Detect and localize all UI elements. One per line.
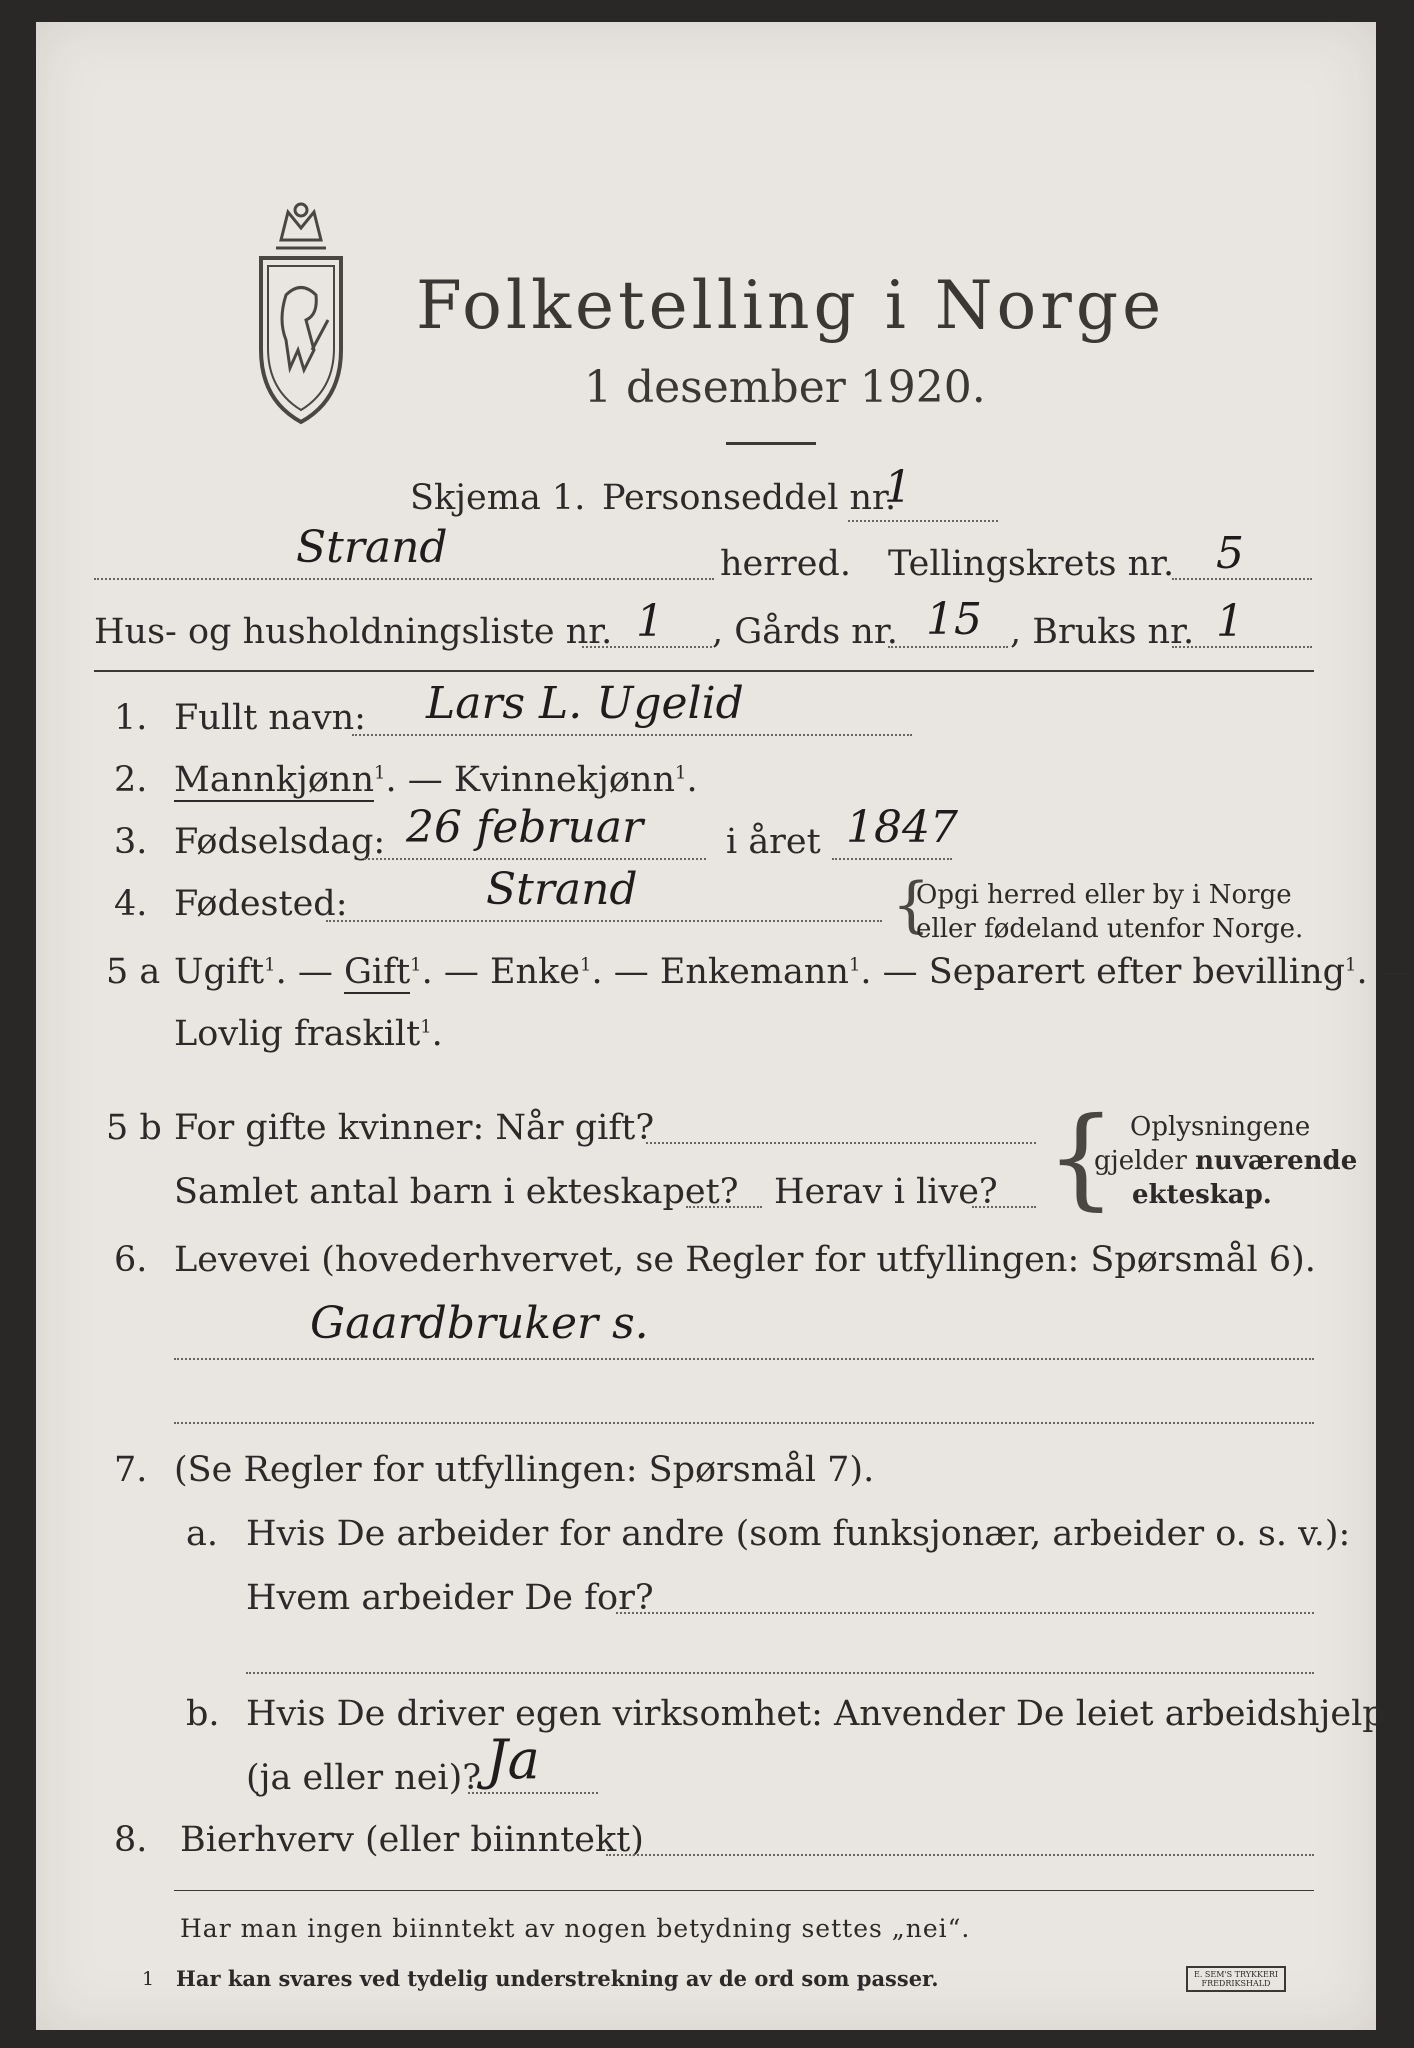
q5b-note1: Oplysningene	[1130, 1112, 1311, 1142]
bruks-label: , Bruks nr.	[1010, 612, 1195, 652]
q8-line	[606, 1854, 1314, 1856]
tellingskrets-label: Tellingskrets nr.	[888, 544, 1175, 584]
q6-line2	[174, 1422, 1314, 1424]
q7b-line1: Hvis De driver egen virksomhet: Anvender De leiet arbeidshjelp	[246, 1694, 1385, 1734]
tellingskrets-value[interactable]: 5	[1216, 528, 1244, 579]
q8-number: 8.	[114, 1820, 148, 1860]
q5a-mark-3: 1	[579, 954, 592, 976]
footnote-text: Har kan svares ved tydelig understrekning av de ord som passer.	[176, 1966, 939, 1991]
herred-line	[94, 578, 714, 580]
personseddel-value[interactable]: 1	[884, 462, 912, 513]
q5b-line2a-fill	[686, 1206, 762, 1208]
q2-sep: . —	[385, 760, 454, 800]
q5b-brace: {	[1046, 1093, 1116, 1221]
form-title: Folketelling i Norge	[416, 267, 1166, 344]
q3-year-label: i året	[726, 822, 821, 862]
q7b-answer-value[interactable]: Ja	[486, 1728, 540, 1791]
gaards-line	[888, 646, 1008, 648]
q7a-letter: a.	[186, 1514, 218, 1554]
q5a-end: . —	[1356, 952, 1414, 992]
q5b-number: 5 b	[106, 1108, 162, 1148]
q5b-line2a: Samlet antal barn i ekteskapet?	[174, 1172, 739, 1212]
q5a-gift[interactable]: Gift	[343, 952, 411, 992]
q4-line	[326, 920, 882, 922]
q6-occupation-value[interactable]: Gaardbruker s.	[310, 1298, 649, 1349]
q5a-separert[interactable]: . — Separert efter bevilling	[860, 952, 1346, 992]
personseddel-line	[848, 520, 998, 522]
q4-brace: {	[892, 870, 931, 940]
q5a-line2-end: .	[431, 1014, 443, 1054]
q5b-line1: For gifte kvinner: Når gift?	[174, 1108, 655, 1148]
q5b-note2a: gjelder	[1094, 1146, 1196, 1176]
q5a-fraskilt[interactable]: Lovlig fraskilt	[174, 1014, 421, 1054]
gaards-label: , Gårds nr.	[712, 612, 898, 652]
norway-coat-of-arms-icon	[246, 200, 356, 430]
q4-number: 4.	[114, 884, 148, 924]
q2-footnote-mark-1: 1	[374, 762, 386, 784]
personseddel-label: Personseddel nr.	[602, 478, 897, 518]
q5a-enke[interactable]: . — Enke	[421, 952, 580, 992]
q5a-sep-1: . —	[275, 952, 344, 992]
q2-mannkjonn[interactable]: Mannkjønn	[174, 760, 375, 800]
q6-line1	[174, 1358, 1314, 1360]
q5a-ugift[interactable]: Ugift	[174, 952, 265, 992]
q5a-mark-4: 1	[848, 954, 861, 976]
census-form-sheet	[36, 22, 1414, 2030]
q5b-line1-fill	[646, 1142, 1036, 1144]
q5a-mark-1: 1	[264, 954, 276, 976]
q7-label: (Se Regler for utfyllingen: Spørsmål 7).	[174, 1450, 875, 1490]
q5a-mark-2: 1	[410, 954, 422, 976]
q7a-line1: Hvis De arbeider for andre (som funksjonær, arbeider o. s. v.):	[246, 1514, 1351, 1554]
q5a-line1	[174, 952, 1414, 992]
q7a-line2-fill	[616, 1612, 1314, 1614]
q2-kvinnekjonn[interactable]: Kvinnekjønn	[453, 760, 675, 800]
q1-number: 1.	[114, 698, 148, 738]
q4-note-line1: Opgi herred eller by i Norge	[916, 880, 1292, 910]
q2-number: 2.	[114, 760, 148, 800]
q5a-number: 5 a	[106, 952, 161, 992]
q3-label: Fødselsdag:	[174, 822, 386, 862]
q7b-letter: b.	[186, 1694, 220, 1734]
q2-options	[174, 760, 698, 800]
q3-date-line	[364, 858, 706, 860]
title-divider	[726, 442, 816, 445]
q7b-line2: (ja eller nei)?	[246, 1758, 482, 1798]
q4-birthplace-value[interactable]: Strand	[486, 864, 638, 915]
herred-value[interactable]: Strand	[296, 522, 448, 573]
hus-label: Hus- og husholdningsliste nr.	[94, 612, 613, 652]
printer-stamp: E. SEM'S TRYKKERI FREDRIKSHALD	[1186, 1966, 1286, 1992]
q1-line	[352, 734, 912, 736]
q8-label: Bierhverv (eller biinntekt)	[180, 1820, 644, 1860]
q7a-line3-fill	[246, 1672, 1314, 1674]
q5b-note3: ekteskap.	[1132, 1180, 1272, 1210]
herred-label: herred.	[720, 544, 851, 584]
q4-label: Fødested:	[174, 884, 348, 924]
q7-number: 7.	[114, 1450, 148, 1490]
bottom-divider	[174, 1890, 1314, 1891]
bruks-value[interactable]: 1	[1216, 596, 1244, 647]
q5b-note2b: nuværende	[1195, 1146, 1358, 1176]
q2-end: .	[686, 760, 698, 800]
q6-label: Levevei (hovederhvervet, se Regler for utfyllingen: Spørsmål 6).	[174, 1240, 1316, 1280]
hus-value[interactable]: 1	[636, 596, 664, 647]
q4-note-line2: eller fødeland utenfor Norge.	[916, 914, 1304, 944]
q1-full-name-value[interactable]: Lars L. Ugelid	[426, 678, 744, 729]
q5b-line2b: Herav i live?	[774, 1172, 998, 1212]
note-bottom: Har man ingen biinntekt av nogen betydning settes „nei“.	[180, 1914, 971, 1943]
q3-number: 3.	[114, 822, 148, 862]
skjema-label: Skjema 1.	[410, 478, 586, 518]
q1-label: Fullt navn:	[174, 698, 366, 738]
header-divider	[94, 670, 1314, 672]
q3-birthday-value[interactable]: 26 februar	[406, 802, 644, 853]
q5a-mark-5: 1	[1345, 954, 1357, 976]
q2-footnote-mark-2: 1	[675, 762, 687, 784]
q5a-mark-6: 1	[420, 1016, 432, 1038]
q3-year-value[interactable]: 1847	[846, 802, 958, 853]
q5a-enkemann[interactable]: . — Enkemann	[591, 952, 849, 992]
q3-year-line	[832, 858, 952, 860]
footnote-number: 1	[142, 1968, 155, 1990]
form-date: 1 desember 1920.	[584, 362, 986, 413]
q5a-line2	[174, 1014, 443, 1054]
q7a-line2: Hvem arbeider De for?	[246, 1578, 654, 1618]
q7b-line2-fill	[468, 1792, 598, 1794]
q6-number: 6.	[114, 1240, 148, 1280]
q5b-line2b-fill	[972, 1206, 1036, 1208]
q5b-note2	[1094, 1146, 1357, 1176]
gaards-value[interactable]: 15	[926, 594, 982, 645]
